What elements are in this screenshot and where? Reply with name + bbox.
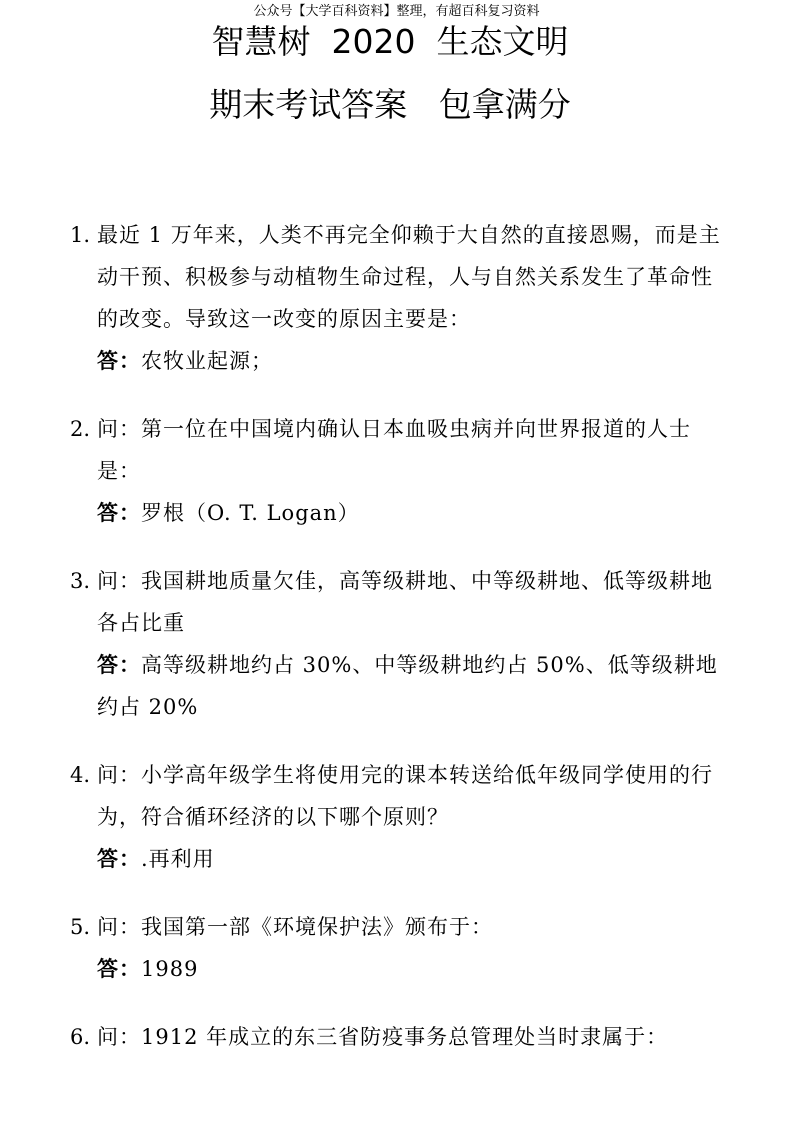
qa-item-1	[70, 214, 730, 382]
answer	[97, 644, 730, 728]
qa-list	[70, 214, 730, 1084]
question-text: 问：我国第一部《环境保护法》颁布于：	[97, 915, 493, 939]
question	[70, 214, 730, 340]
answer	[97, 838, 730, 880]
question	[70, 408, 730, 492]
answer-text: 高等级耕地约占 30%、中等级耕地约占 50%、低等级耕地约占 20%	[97, 653, 718, 719]
page-title: 智慧树 2020 生态文明	[211, 22, 569, 61]
question	[70, 754, 730, 838]
answer	[97, 948, 730, 990]
answer-label: 答：	[97, 653, 141, 677]
question-number: 5.	[70, 915, 91, 939]
answer-text: 罗根（O. T. Logan）	[141, 501, 360, 525]
answer-label: 答：	[97, 957, 141, 981]
answer-text: .再利用	[141, 847, 215, 871]
answer-label: 答：	[97, 501, 141, 525]
answer-text: 1989	[141, 957, 199, 981]
qa-item-2	[70, 408, 730, 534]
question-number: 2.	[70, 417, 91, 441]
answer	[97, 492, 730, 534]
question-number: 1.	[70, 223, 91, 247]
answer-label: 答：	[97, 349, 141, 373]
watermark-text: 公众号【大学百科资料】整理，有超百科复习资料	[253, 4, 540, 19]
question-text: 问：1912 年成立的东三省防疫事务总管理处当时隶属于：	[97, 1025, 669, 1049]
question-number: 3.	[70, 569, 91, 593]
qa-item-4	[70, 754, 730, 880]
qa-item-6	[70, 1016, 730, 1058]
question-number: 4.	[70, 763, 91, 787]
page-subtitle: 期末考试答案 包拿满分	[209, 85, 571, 124]
question-text: 问：小学高年级学生将使用完的课本转送给低年级同学使用的行为，符合循环经济的以下哪个原则？	[97, 763, 713, 829]
question-text: 问：第一位在中国境内确认日本血吸虫病并向世界报道的人士是：	[97, 417, 691, 483]
answer	[97, 340, 730, 382]
question	[70, 1016, 730, 1058]
question-number: 6.	[70, 1025, 91, 1049]
qa-item-5	[70, 906, 730, 990]
question	[70, 906, 730, 948]
question	[70, 560, 730, 644]
qa-item-3	[70, 560, 730, 728]
answer-label: 答：	[97, 847, 141, 871]
question-text: 最近 1 万年来，人类不再完全仰赖于大自然的直接恩赐，而是主动干预、积极参与动植物生命过程，人与自然关系发生了革命性的改变。导致这一改变的原因主要是：	[97, 223, 721, 331]
question-text: 问：我国耕地质量欠佳，高等级耕地、中等级耕地、低等级耕地各占比重	[97, 569, 713, 635]
answer-text: 农牧业起源；	[141, 349, 273, 373]
